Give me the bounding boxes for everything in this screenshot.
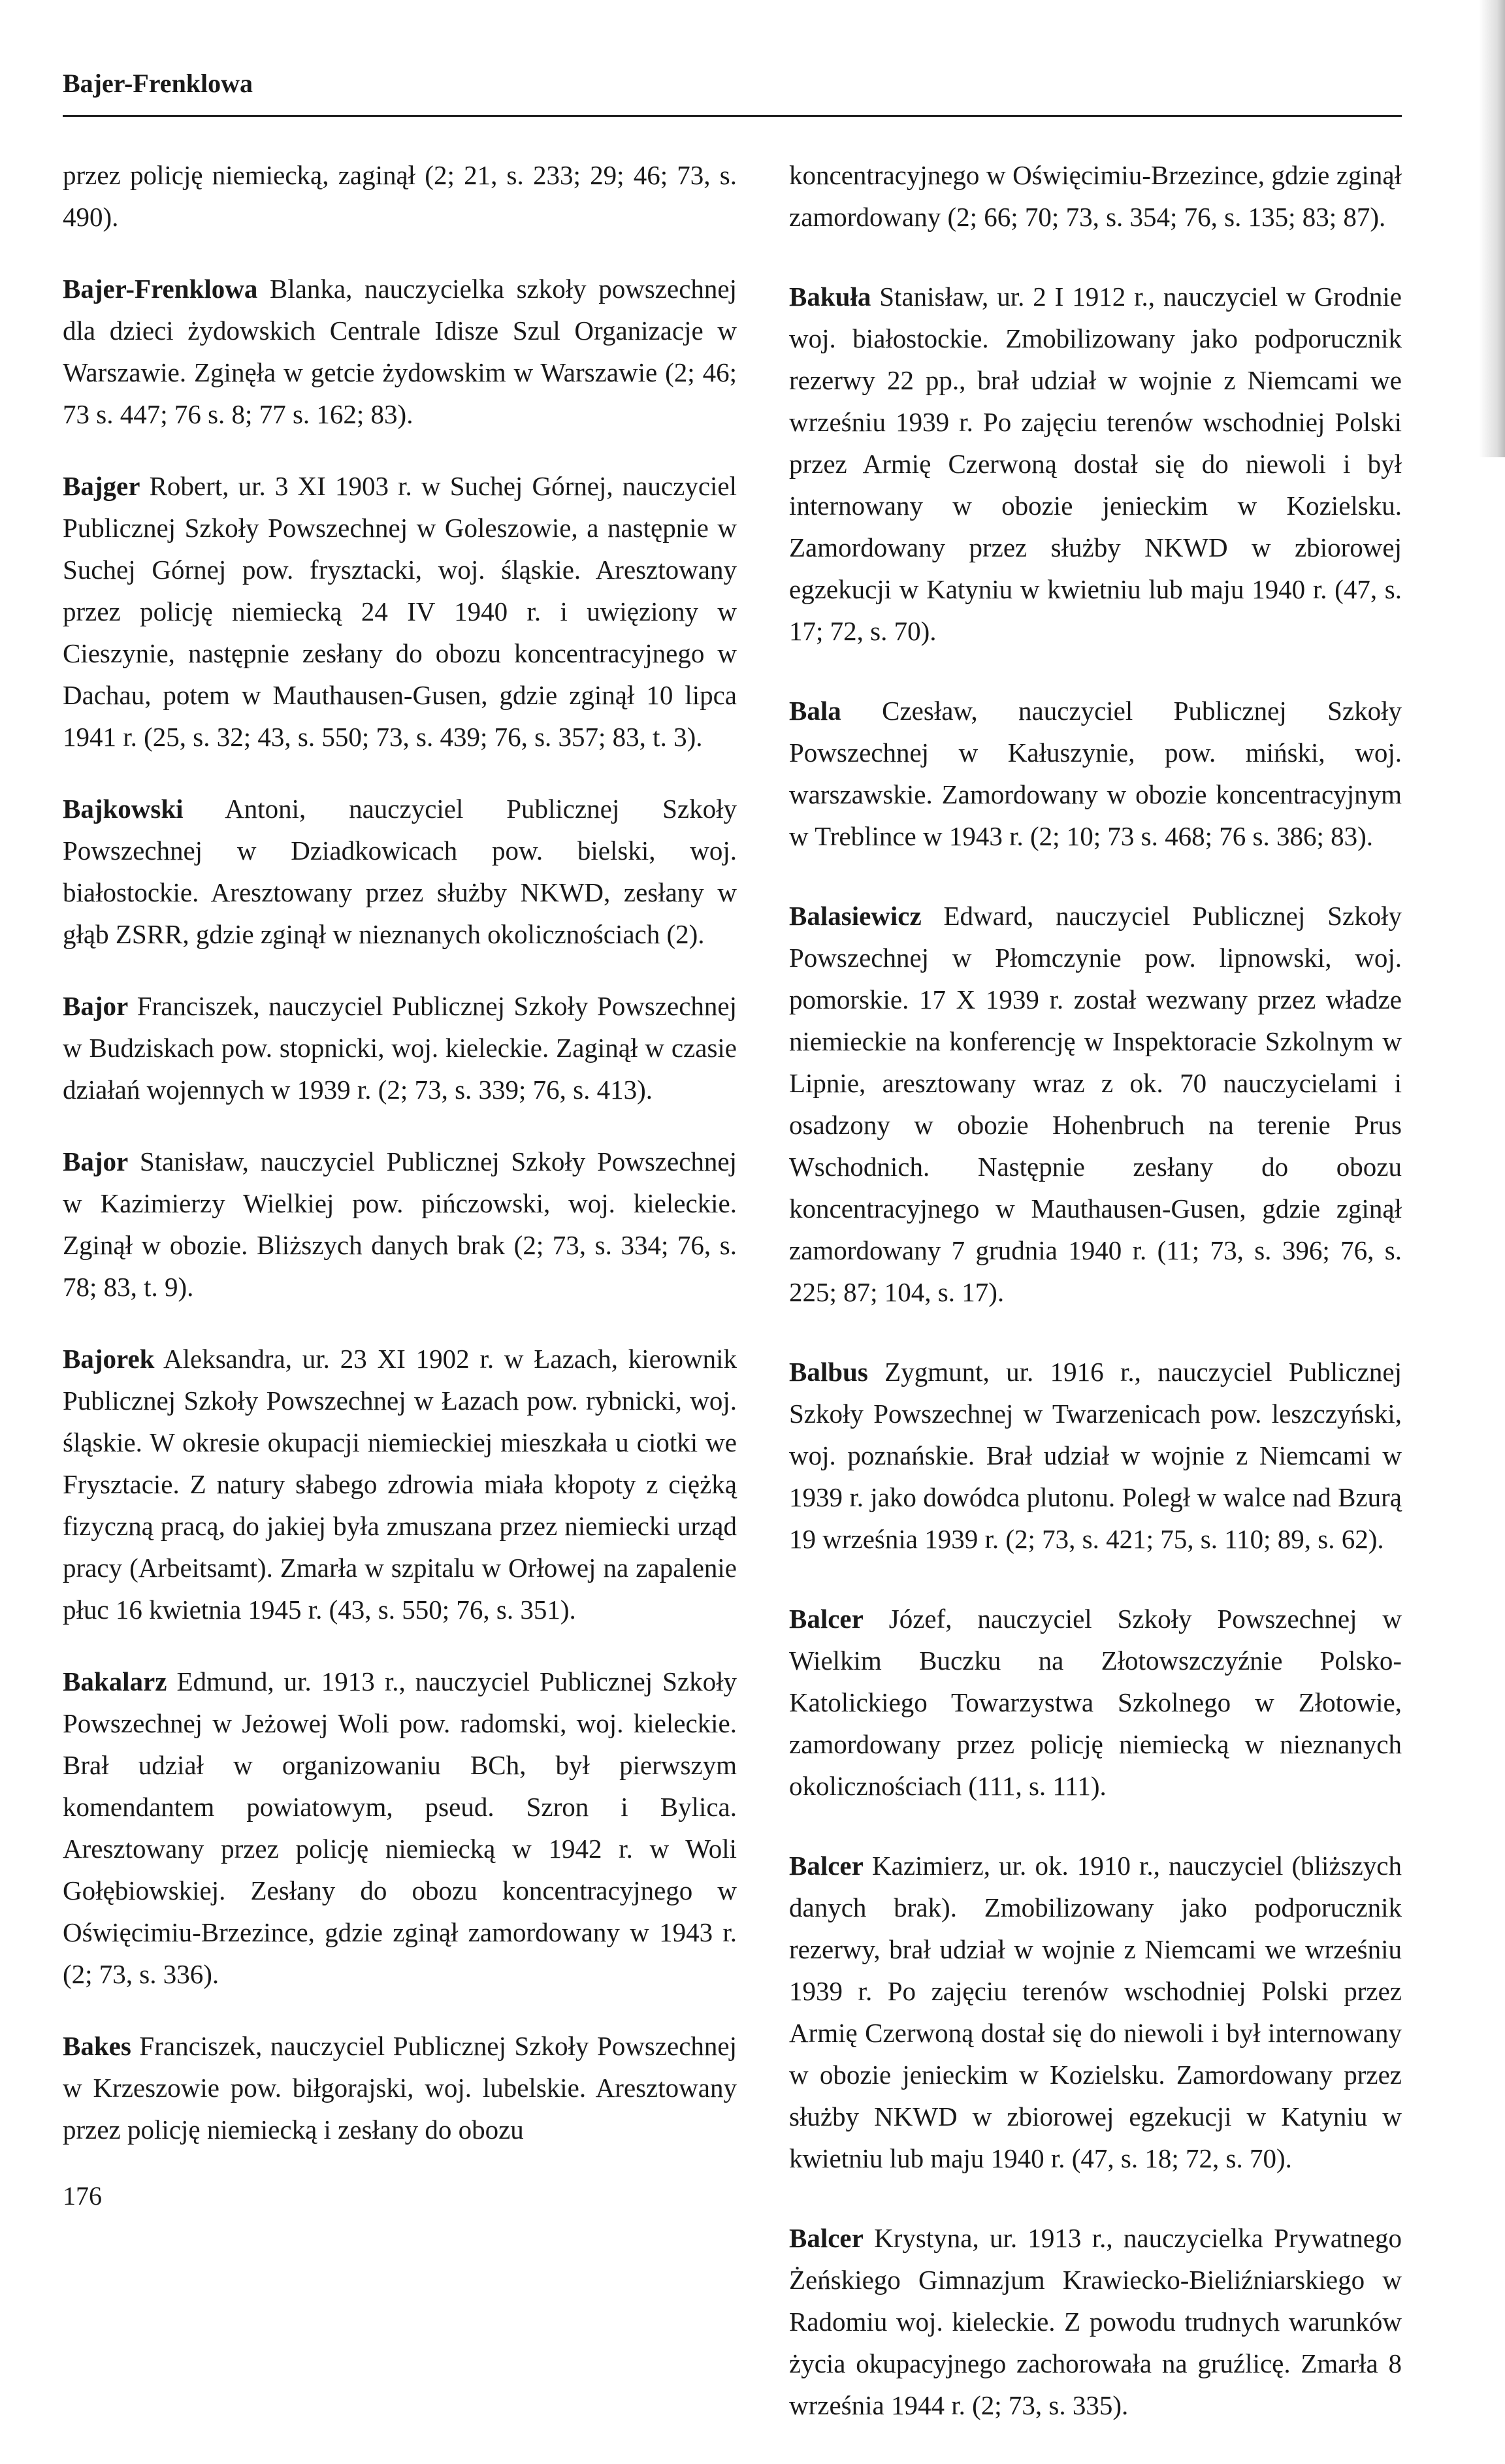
biography-entry (63, 268, 737, 435)
entry-surname: Balcer (789, 1851, 864, 1881)
entry-text: Antoni, nauczyciel Publicznej Szkoły Powszechnej w Dziadkowicach pow. bielski, woj. białostockie. Aresztowany przez służby NKWD, zesłany w głąb ZSRR, gdzie zginął w nieznanych okolicznościach (2). (63, 794, 737, 949)
entry-surname: Bajor (63, 991, 129, 1021)
biography-entry (789, 154, 1402, 238)
entry-text: Zygmunt, ur. 1916 r., nauczyciel Publicznej Szkoły Powszechnej w Twarzenicach pow. leszczyński, woj. poznańskie. Brał udział w wojnie z Niemcami w 1939 r. jako dowódca plutonu. Poległ w walce nad Bzurą 19 września 1939 r. (2; 73, s. 421; 75, s. 110; 89, s. 62). (789, 1357, 1402, 1554)
entry-text: Robert, ur. 3 XI 1903 r. w Suchej Górnej, nauczyciel Publicznej Szkoły Powszechnej w Goleszowie, a następnie w Suchej Górnej pow. frysztacki, woj. śląskie. Aresztowany przez policję niemiecką 24 IV 1940 r. i uwięziony w Cieszynie, następnie zesłany do obozu koncentracyjnego w Dachau, potem w Mauthausen-Gusen, gdzie zginął 10 lipca 1941 r. (25, s. 32; 43, s. 550; 73, s. 439; 76, s. 357; 83, t. 3). (63, 471, 737, 752)
biography-entry (789, 1598, 1402, 1807)
entry-surname: Bakuła (789, 282, 871, 312)
entry-text: Józef, nauczyciel Szkoły Powszechnej w Wielkim Buczku na Złotowszczyźnie Polsko-Katolickiego Towarzystwa Szkolnego w Złotowie, zamordowany przez policję niemiecką w nieznanych okolicznościach (111, s. 111). (789, 1604, 1402, 1801)
biography-entry (789, 276, 1402, 652)
right-column (789, 154, 1402, 2464)
entry-text: Stanisław, ur. 2 I 1912 r., nauczyciel w Grodnie woj. białostockie. Zmobilizowany jako podporucznik rezerwy 22 pp., brał udział w wojnie z Niemcami we wrześniu 1939 r. Po zajęciu terenów wschodniej Polski przez Armię Czerwoną dostał się do niewoli i był internowany w obozie jenieckim w Kozielsku. Zamordowany przez służby NKWD w zbiorowej egzekucji w Katyniu w kwietniu lub maju 1940 r. (47, s. 17; 72, s. 70). (789, 282, 1402, 646)
entry-text: Franciszek, nauczyciel Publicznej Szkoły Powszechnej w Krzeszowie pow. biłgorajski, woj. lubelskie. Aresztowany przez policję niemiecką i zesłany do obozu (63, 2031, 737, 2145)
entry-surname: Bajkowski (63, 794, 184, 824)
running-head: Bajer-Frenklowa (63, 69, 253, 98)
entry-surname: Balcer (789, 1604, 864, 1634)
biography-entry (63, 985, 737, 1110)
biography-entry (63, 1661, 737, 1995)
entry-surname: Bajer-Frenklowa (63, 274, 258, 304)
page-number: 176 (63, 2181, 102, 2211)
entry-surname: Bakes (63, 2031, 131, 2061)
entry-surname: Bala (789, 696, 841, 726)
entry-surname: Bajger (63, 471, 140, 501)
entry-surname: Balcer (789, 2223, 864, 2253)
page-edge-shadow (1479, 0, 1505, 457)
entry-text: Franciszek, nauczyciel Publicznej Szkoły Powszechnej w Budziskach pow. stopnicki, woj. kieleckie. Zaginął w czasie działań wojennych w 1939 r. (2; 73, s. 339; 76, s. 413). (63, 991, 737, 1105)
biography-entry (789, 895, 1402, 1313)
header-rule (63, 115, 1402, 117)
entry-surname: Balbus (789, 1357, 868, 1387)
text-columns (63, 154, 1402, 2464)
entry-text: Edward, nauczyciel Publicznej Szkoły Powszechnej w Płomczynie pow. lipnowski, woj. pomorskie. 17 X 1939 r. został wezwany przez władze niemieckie na konferencję w Inspektoracie Szkolnym w Lipnie, aresztowany wraz z ok. 70 nauczycielami i osadzony w obozie Hohenbruch na terenie Prus Wschodnich. Następnie zesłany do obozu koncentracyjnego w Mauthausen-Gusen, gdzie zginął zamordowany 7 grudnia 1940 r. (11; 73, s. 396; 76, s. 225; 87; 104, s. 17). (789, 901, 1402, 1307)
biography-entry (789, 1845, 1402, 2179)
entry-text: przez policję niemiecką, zaginął (2; 21, s. 233; 29; 46; 73, s. 490). (63, 160, 737, 232)
biography-entry (789, 1351, 1402, 1560)
entry-surname: Bajorek (63, 1344, 155, 1374)
biography-entry (63, 1141, 737, 1308)
entry-text: Czesław, nauczyciel Publicznej Szkoły Powszechnej w Kałuszynie, pow. miński, woj. warszawskie. Zamordowany w obozie koncentracyjnym w Treblince w 1943 r. (2; 10; 73 s. 468; 76 s. 386; 83). (789, 696, 1402, 851)
biography-entry (63, 788, 737, 955)
biography-entry (63, 154, 737, 238)
entry-surname: Bajor (63, 1146, 129, 1176)
biography-entry (63, 1338, 737, 1630)
entry-text: Blanka, nauczycielka szkoły powszechnej dla dzieci żydowskich Centrale Idisze Szul Organizacje w Warszawie. Zginęła w getcie żydowskim w Warszawie (2; 46; 73 s. 447; 76 s. 8; 77 s. 162; 83). (63, 274, 737, 429)
entry-text: Kazimierz, ur. ok. 1910 r., nauczyciel (bliższych danych brak). Zmobilizowany jako podporucznik rezerwy, brał udział w wojnie z Niemcami we wrześniu 1939 r. Po zajęciu terenów wschodniej Polski przez Armię Czerwoną dostał się do niewoli i był internowany w obozie jenieckim w Kozielsku. Zamordowany przez służby NKWD w zbiorowej egzekucji w Katyniu w kwietniu lub maju 1940 r. (47, s. 18; 72, s. 70). (789, 1851, 1402, 2173)
entry-text: Stanisław, nauczyciel Publicznej Szkoły Powszechnej w Kazimierzy Wielkiej pow. pińczowski, woj. kieleckie. Zginął w obozie. Bliższych danych brak (2; 73, s. 334; 76, s. 78; 83, t. 9). (63, 1146, 737, 1302)
biography-entry (63, 2025, 737, 2150)
biography-entry (789, 2217, 1402, 2426)
entry-text: koncentracyjnego w Oświęcimiu-Brzezince, gdzie zginął zamordowany (2; 66; 70; 73, s. 354; 76, s. 135; 83; 87). (789, 160, 1402, 232)
entry-text: Krystyna, ur. 1913 r., nauczycielka Prywatnego Żeńskiego Gimnazjum Krawiecko-Bieliźniarskiego w Radomiu woj. kieleckie. Z powodu trudnych warunków życia okupacyjnego zachorowała na gruźlicę. Zmarła 8 września 1944 r. (2; 73, s. 335). (789, 2223, 1402, 2420)
entry-surname: Bakalarz (63, 1666, 167, 1696)
entry-surname: Balasiewicz (789, 901, 922, 931)
entry-text: Edmund, ur. 1913 r., nauczyciel Publicznej Szkoły Powszechnej w Jeżowej Woli pow. radomski, woj. kieleckie. Brał udział w organizowaniu BCh, był pierwszym komendantem powiatowym, pseud. Szron i Bylica. Aresztowany przez policję niemiecką w 1942 r. w Woli Gołębiowskiej. Zesłany do obozu koncentracyjnego w Oświęcimiu-Brzezince, gdzie zginął zamordowany w 1943 r. (2; 73, s. 336). (63, 1666, 737, 1989)
biography-entry (789, 690, 1402, 857)
left-column (63, 154, 737, 2212)
entry-text: Aleksandra, ur. 23 XI 1902 r. w Łazach, kierownik Publicznej Szkoły Powszechnej w Łazach pow. rybnicki, woj. śląskie. W okresie okupacji niemieckiej mieszkała u ciotki we Frysztacie. Z natury słabego zdrowia miała kłopoty z ciężką fizyczną pracą, do jakiej była zmuszana przez niemiecki urząd pracy (Arbeitsamt). Zmarła w szpitalu w Orłowej na zapalenie płuc 16 kwietnia 1945 r. (43, s. 550; 76, s. 351). (63, 1344, 737, 1625)
left-column-entries (63, 154, 737, 2150)
biography-entry (63, 465, 737, 758)
